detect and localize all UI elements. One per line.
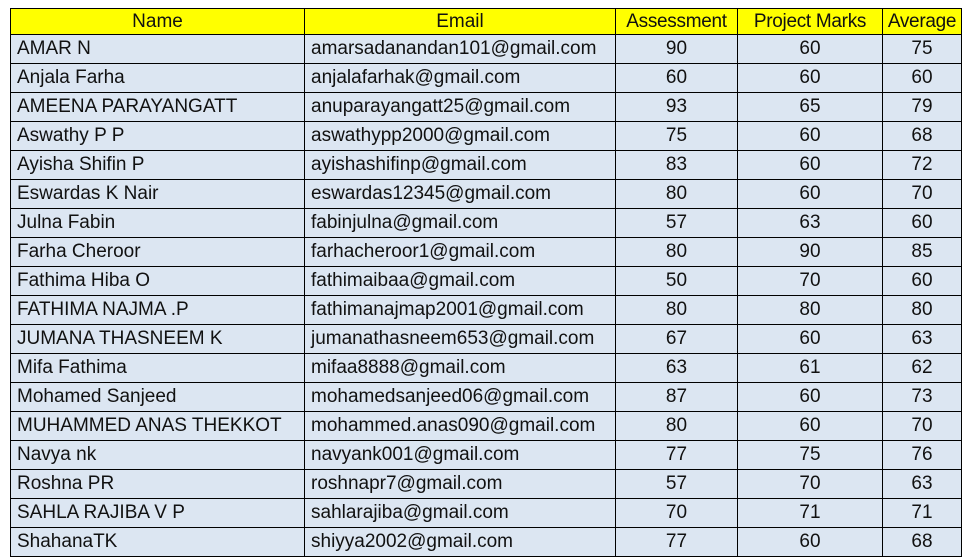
- average-cell[interactable]: 60: [883, 267, 962, 296]
- table-row: [11, 64, 962, 93]
- project-marks-cell[interactable]: 80: [738, 296, 883, 325]
- name-cell[interactable]: FATHIMA NAJMA .P: [11, 296, 305, 325]
- project-marks-cell[interactable]: 71: [738, 499, 883, 528]
- table-row: [11, 412, 962, 441]
- table-row: [11, 383, 962, 412]
- average-cell[interactable]: 71: [883, 499, 962, 528]
- table-row: [11, 238, 962, 267]
- header-assessment[interactable]: Assessment: [616, 9, 738, 35]
- assessment-cell[interactable]: 80: [616, 296, 738, 325]
- assessment-cell[interactable]: 90: [616, 35, 738, 64]
- assessment-cell[interactable]: 77: [616, 441, 738, 470]
- project-marks-cell[interactable]: 61: [738, 354, 883, 383]
- header-average[interactable]: Average: [883, 9, 962, 35]
- table-row: [11, 354, 962, 383]
- table-body: [11, 35, 962, 557]
- email-cell[interactable]: aswathypp2000@gmail.com: [305, 122, 616, 151]
- table-row: [11, 35, 962, 64]
- assessment-cell[interactable]: 67: [616, 325, 738, 354]
- marks-table: [10, 8, 962, 557]
- table-row: [11, 470, 962, 499]
- assessment-cell[interactable]: 80: [616, 238, 738, 267]
- project-marks-cell[interactable]: 60: [738, 180, 883, 209]
- email-cell[interactable]: mifaa8888@gmail.com: [305, 354, 616, 383]
- average-cell[interactable]: 63: [883, 470, 962, 499]
- email-cell[interactable]: shiyya2002@gmail.com: [305, 528, 616, 557]
- average-cell[interactable]: 70: [883, 412, 962, 441]
- name-cell[interactable]: Julna Fabin: [11, 209, 305, 238]
- table-row: [11, 151, 962, 180]
- email-cell[interactable]: jumanathasneem653@gmail.com: [305, 325, 616, 354]
- average-cell[interactable]: 79: [883, 93, 962, 122]
- average-cell[interactable]: 76: [883, 441, 962, 470]
- average-cell[interactable]: 63: [883, 325, 962, 354]
- project-marks-cell[interactable]: 70: [738, 470, 883, 499]
- header-email[interactable]: Email: [305, 9, 616, 35]
- name-cell[interactable]: SAHLA RAJIBA V P: [11, 499, 305, 528]
- table-row: [11, 122, 962, 151]
- table-row: [11, 209, 962, 238]
- name-cell[interactable]: Ayisha Shifin P: [11, 151, 305, 180]
- assessment-cell[interactable]: 87: [616, 383, 738, 412]
- project-marks-cell[interactable]: 60: [738, 325, 883, 354]
- name-cell[interactable]: JUMANA THASNEEM K: [11, 325, 305, 354]
- assessment-cell[interactable]: 57: [616, 470, 738, 499]
- average-cell[interactable]: 72: [883, 151, 962, 180]
- name-cell[interactable]: AMEENA PARAYANGATT: [11, 93, 305, 122]
- name-cell[interactable]: MUHAMMED ANAS THEKKOT: [11, 412, 305, 441]
- project-marks-cell[interactable]: 60: [738, 151, 883, 180]
- project-marks-cell[interactable]: 60: [738, 383, 883, 412]
- assessment-cell[interactable]: 60: [616, 64, 738, 93]
- project-marks-cell[interactable]: 90: [738, 238, 883, 267]
- average-cell[interactable]: 60: [883, 64, 962, 93]
- name-cell[interactable]: AMAR N: [11, 35, 305, 64]
- name-cell[interactable]: Navya nk: [11, 441, 305, 470]
- email-cell[interactable]: ayishashifinp@gmail.com: [305, 151, 616, 180]
- average-cell[interactable]: 62: [883, 354, 962, 383]
- average-cell[interactable]: 75: [883, 35, 962, 64]
- table-row: [11, 499, 962, 528]
- name-cell[interactable]: Farha Cheroor: [11, 238, 305, 267]
- email-cell[interactable]: amarsadanandan101@gmail.com: [305, 35, 616, 64]
- assessment-cell[interactable]: 80: [616, 412, 738, 441]
- email-cell[interactable]: fathimaibaa@gmail.com: [305, 267, 616, 296]
- email-cell[interactable]: fabinjulna@gmail.com: [305, 209, 616, 238]
- average-cell[interactable]: 68: [883, 122, 962, 151]
- email-cell[interactable]: anjalafarhak@gmail.com: [305, 64, 616, 93]
- assessment-cell[interactable]: 77: [616, 528, 738, 557]
- assessment-cell[interactable]: 83: [616, 151, 738, 180]
- project-marks-cell[interactable]: 60: [738, 122, 883, 151]
- project-marks-cell[interactable]: 65: [738, 93, 883, 122]
- name-cell[interactable]: Anjala Farha: [11, 64, 305, 93]
- email-cell[interactable]: mohamedsanjeed06@gmail.com: [305, 383, 616, 412]
- assessment-cell[interactable]: 50: [616, 267, 738, 296]
- table-row: [11, 267, 962, 296]
- table-row: [11, 528, 962, 557]
- email-cell[interactable]: roshnapr7@gmail.com: [305, 470, 616, 499]
- average-cell[interactable]: 60: [883, 209, 962, 238]
- email-cell[interactable]: navyank001@gmail.com: [305, 441, 616, 470]
- header-row: [11, 9, 962, 35]
- email-cell[interactable]: fathimanajmap2001@gmail.com: [305, 296, 616, 325]
- assessment-cell[interactable]: 75: [616, 122, 738, 151]
- email-cell[interactable]: sahlarajiba@gmail.com: [305, 499, 616, 528]
- project-marks-cell[interactable]: 60: [738, 412, 883, 441]
- email-cell[interactable]: mohammed.anas090@gmail.com: [305, 412, 616, 441]
- email-cell[interactable]: farhacheroor1@gmail.com: [305, 238, 616, 267]
- table-row: [11, 93, 962, 122]
- name-cell[interactable]: Mohamed Sanjeed: [11, 383, 305, 412]
- project-marks-cell[interactable]: 60: [738, 64, 883, 93]
- name-cell[interactable]: Eswardas K Nair: [11, 180, 305, 209]
- project-marks-cell[interactable]: 63: [738, 209, 883, 238]
- average-cell[interactable]: 70: [883, 180, 962, 209]
- project-marks-cell[interactable]: 60: [738, 528, 883, 557]
- assessment-cell[interactable]: 80: [616, 180, 738, 209]
- name-cell[interactable]: Aswathy P P: [11, 122, 305, 151]
- email-cell[interactable]: anuparayangatt25@gmail.com: [305, 93, 616, 122]
- project-marks-cell[interactable]: 75: [738, 441, 883, 470]
- average-cell[interactable]: 85: [883, 238, 962, 267]
- average-cell[interactable]: 73: [883, 383, 962, 412]
- name-cell[interactable]: Fathima Hiba O: [11, 267, 305, 296]
- table-row: [11, 441, 962, 470]
- average-cell[interactable]: 68: [883, 528, 962, 557]
- project-marks-cell[interactable]: 70: [738, 267, 883, 296]
- table-row: [11, 296, 962, 325]
- assessment-cell[interactable]: 93: [616, 93, 738, 122]
- table-row: [11, 180, 962, 209]
- assessment-cell[interactable]: 63: [616, 354, 738, 383]
- header-name[interactable]: Name: [11, 9, 305, 35]
- name-cell[interactable]: Roshna PR: [11, 470, 305, 499]
- name-cell[interactable]: ShahanaTK: [11, 528, 305, 557]
- name-cell[interactable]: Mifa Fathima: [11, 354, 305, 383]
- project-marks-cell[interactable]: 60: [738, 35, 883, 64]
- assessment-cell[interactable]: 70: [616, 499, 738, 528]
- assessment-cell[interactable]: 57: [616, 209, 738, 238]
- header-project-marks[interactable]: Project Marks: [738, 9, 883, 35]
- email-cell[interactable]: eswardas12345@gmail.com: [305, 180, 616, 209]
- table-row: [11, 325, 962, 354]
- average-cell[interactable]: 80: [883, 296, 962, 325]
